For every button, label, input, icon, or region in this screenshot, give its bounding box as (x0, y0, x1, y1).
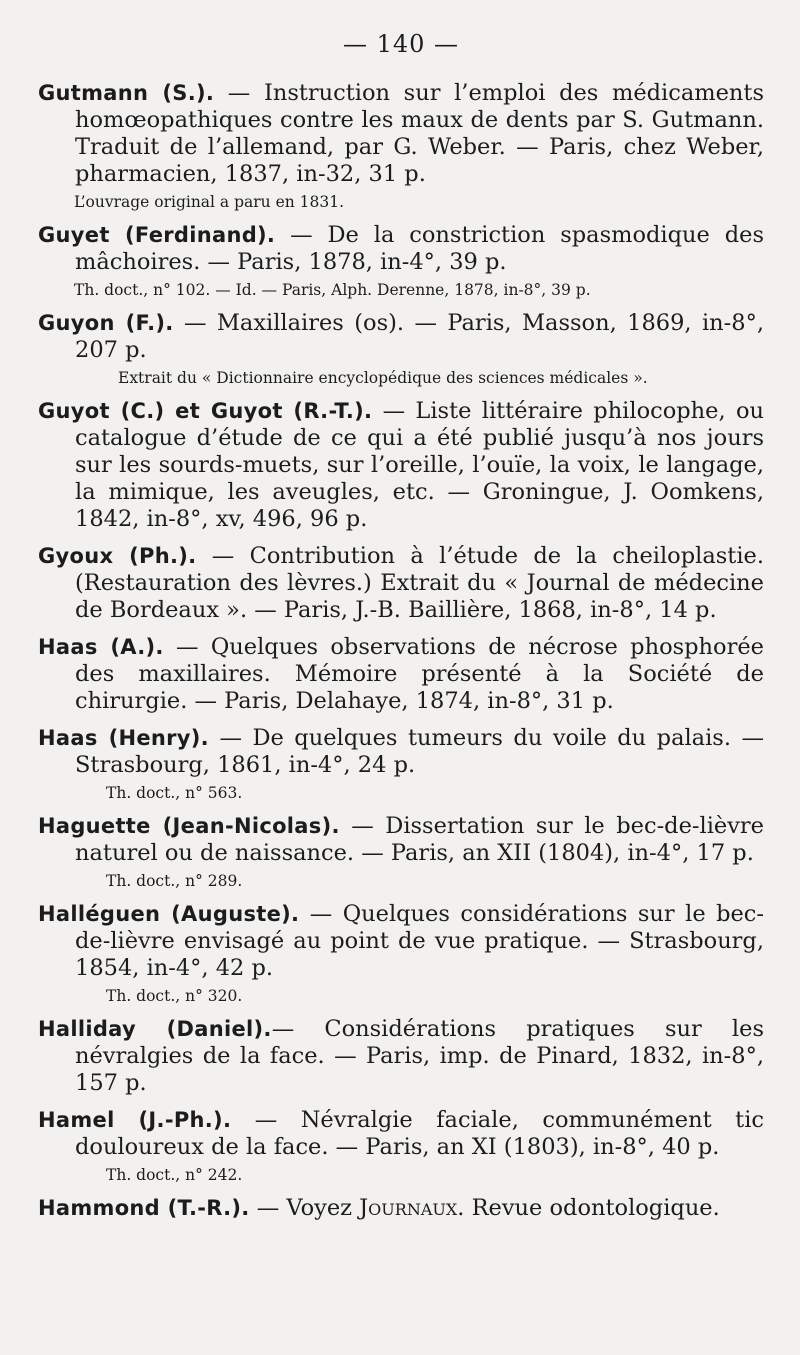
entry-description: — Maxillaires (os). — Paris, Masson, 1869, in-8°, 207 p. (75, 310, 764, 363)
entry-author: Halliday (Daniel). (38, 1017, 272, 1041)
entry-note: L’ouvrage original a paru en 1831. (74, 193, 345, 211)
entry-description-end: . Revue odontologique. (457, 1195, 720, 1221)
entry-note: Th. doct., n° 289. (106, 872, 243, 890)
entry-description: — Quelques observations de nécrose phosphorée des maxillaires. Mémoire présenté à la Société de chirurgie. — Paris, Delahaye, 1874, in-8°, 31 p. (75, 634, 764, 714)
bibliography-entry-haas-a (38, 634, 764, 715)
entry-text (38, 543, 764, 624)
entry-text (38, 1195, 764, 1222)
entry-author: Haas (Henry). (38, 726, 209, 750)
bibliography-entry-halleguen (38, 901, 764, 1006)
entry-note: Th. doct., n° 102. — Id. — Paris, Alph. Derenne, 1878, in-8°, 39 p. (74, 281, 591, 299)
entry-description: — Instruction sur l’emploi des médicaments homœopathiques contre les maux de dents par S. Gutmann. Traduit de l’allemand, par G. Weber. — Paris, chez Weber, pharmacien, 1837, in-32, 31 p. (75, 80, 764, 187)
entry-description: — De quelques tumeurs du voile du palais. — Strasbourg, 1861, in-4°, 24 p. (75, 725, 764, 778)
bibliography-entry-guyon (38, 310, 764, 388)
entry-text (38, 725, 764, 779)
entry-text (38, 813, 764, 867)
bibliography-entry-gyoux (38, 543, 764, 624)
entry-description: — Contribution à l’étude de la cheiloplastie. (Restauration des lèvres.) Extrait du « Journal de médecine de Bordeaux ». — Paris, J.-B. Baillière, 1868, in-8°, 14 p. (75, 543, 764, 623)
bibliography-entry-halliday (38, 1016, 764, 1097)
entry-description: — Voyez (249, 1195, 360, 1221)
entry-text (38, 1016, 764, 1097)
entry-author: Hammond (T.-R.). (38, 1196, 250, 1220)
page-number: — 140 — (342, 30, 460, 58)
entry-text (38, 310, 764, 364)
bibliography-entry-guyot (38, 398, 764, 533)
bibliography-entry-guyet (38, 222, 764, 300)
entry-author: Hamel (J.-Ph.). (38, 1108, 232, 1132)
entry-author: Guyon (F.). (38, 311, 174, 335)
entry-description: — Névralgie faciale, communément tic douloureux de la face. — Paris, an XI (1803), in-8°, 40 p. (75, 1107, 764, 1160)
entry-description: — Dissertation sur le bec-de-lièvre naturel ou de naissance. — Paris, an XII (1804), in-4°, 17 p. (75, 813, 764, 866)
entry-text (38, 1107, 764, 1161)
bibliography-entry-haas-henry (38, 725, 764, 803)
entry-text (38, 634, 764, 715)
entry-author: Haas (A.). (38, 635, 164, 659)
entry-author: Gutmann (S.). (38, 81, 215, 105)
entry-crossref: Journaux (359, 1195, 458, 1221)
bibliography-entry-gutmann (38, 80, 764, 212)
entry-note: Th. doct., n° 320. (106, 987, 243, 1005)
entry-text (38, 222, 764, 276)
bibliography-entry-haguette (38, 813, 764, 891)
bibliography-entry-hamel (38, 1107, 764, 1185)
entry-author: Guyet (Ferdinand). (38, 223, 276, 247)
entry-note: Th. doct., n° 242. (106, 1166, 243, 1184)
entry-description: — De la constriction spasmodique des mâchoires. — Paris, 1878, in-4°, 39 p. (75, 222, 764, 275)
entry-author: Halléguen (Auguste). (38, 902, 300, 926)
entry-text (38, 398, 764, 533)
entry-note: Extrait du « Dictionnaire encyclopédique des sciences médicales ». (118, 369, 648, 387)
entry-description: — Liste littéraire philocophe, ou catalogue d’étude de ce qui a été publié jusqu’à nos jours sur les sourds-muets, sur l’oreille, l’ouïe, la voix, le langage, la mimique, les aveugles, etc. — Groningue, J. Oomkens, 1842, in-8°, xv, 496, 96 p. (75, 398, 764, 532)
entry-text (38, 901, 764, 982)
entry-text (38, 80, 764, 188)
bibliography-entry-hammond (38, 1195, 764, 1222)
entry-description: — Considérations pratiques sur les névralgies de la face. — Paris, imp. de Pinard, 1832, in-8°, 157 p. (75, 1016, 764, 1096)
entry-description: — Quelques considérations sur le bec-de-lièvre envisagé au point de vue pratique. — Strasbourg, 1854, in-4°, 42 p. (75, 901, 765, 981)
entry-author: Guyot (C.) et Guyot (R.-T.). (38, 399, 373, 423)
entry-author: Haguette (Jean-Nicolas). (38, 814, 340, 838)
entry-author: Gyoux (Ph.). (38, 544, 197, 568)
entry-note: Th. doct., n° 563. (106, 784, 243, 802)
